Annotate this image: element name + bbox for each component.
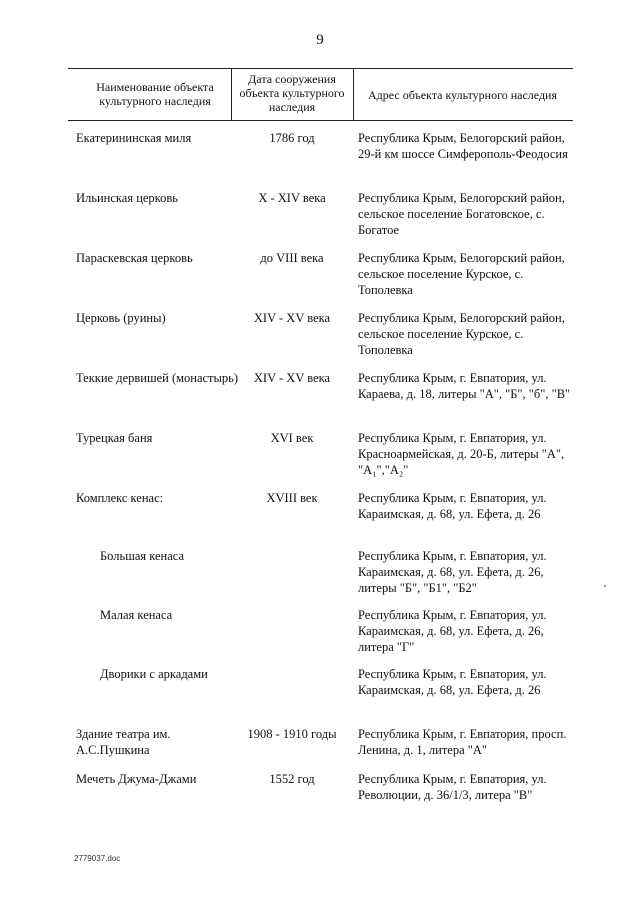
object-name: Большая кенаса (100, 549, 185, 563)
object-address: Республика Крым, г. Евпатория, просп. Ленина, д. 1, литера "А" (358, 727, 567, 757)
object-name: Дворики с аркадами (100, 667, 208, 681)
object-name: Церковь (руины) (76, 311, 166, 325)
object-date: XVIII век (266, 491, 318, 505)
header-address: Адрес объекта культурного наследия (368, 88, 557, 102)
table-header-rule (68, 120, 573, 121)
object-address: Республика Крым, Белогорский район, 29-й км шоссе Симферополь-Феодосия (358, 131, 568, 161)
object-name: Комплекс кенас: (76, 491, 164, 505)
object-address: Республика Крым, г. Евпатория, ул. Караимская, д. 68, ул. Ефета, д. 26 (358, 667, 547, 697)
object-date: 1786 год (269, 131, 315, 145)
object-date: 1552 год (269, 772, 315, 786)
object-name: Здание театра им. А.С.Пушкина (76, 727, 171, 757)
file-footer: 2779037.doc (74, 854, 121, 863)
object-name: Теккие дервишей (монастырь) (76, 371, 239, 385)
column-divider (353, 68, 354, 120)
object-address: Республика Крым, г. Евпатория, ул. Караимская, д. 68, ул. Ефета, д. 26, литеры "Б", "Б1", "Б2" (358, 549, 547, 595)
object-address: Республика Крым, г. Евпатория, ул. Караимская, д. 68, ул. Ефета, д. 26 (358, 491, 547, 521)
object-address: Республика Крым, Белогорский район, сельское поселение Курское, с. Тополевка (358, 311, 565, 357)
header-name: Наименование объекта культурного наследия (96, 80, 214, 108)
object-name: Екатерининская миля (76, 131, 192, 145)
scan-speck (604, 585, 606, 587)
object-date: XVI век (270, 431, 314, 445)
object-address: Республика Крым, Белогорский район, сельское поселение Курское, с. Тополевка (358, 251, 565, 297)
object-name: Малая кенаса (100, 608, 173, 622)
object-name: Параскевская церковь (76, 251, 193, 265)
object-name: Турецкая баня (76, 431, 153, 445)
object-name: Мечеть Джума-Джами (76, 772, 197, 786)
object-name: Ильинская церковь (76, 191, 178, 205)
object-address: Республика Крым, г. Евпатория, ул. Караева, д. 18, литеры "А", "Б", "б", "В" (358, 371, 571, 401)
object-address: Республика Крым, г. Евпатория, ул. Караимская, д. 68, ул. Ефета, д. 26, литера "Г" (358, 608, 547, 654)
page-number: 9 (316, 32, 324, 48)
object-address: Республика Крым, Белогорский район, сельское поселение Богатовское, с. Богатое (358, 191, 565, 237)
object-date: XIV - XV века (253, 371, 331, 385)
object-address: Республика Крым, г. Евпатория, ул. Революции, д. 36/1/3, литера "В" (358, 772, 547, 802)
object-date: X - XIV века (258, 191, 326, 205)
object-date: 1908 - 1910 годы (247, 727, 337, 741)
header-date: Дата сооружения объекта культурного наследия (239, 72, 345, 114)
table-top-rule (68, 68, 573, 69)
object-date: XIV - XV века (253, 311, 331, 325)
object-date: до VIII века (260, 251, 324, 265)
object-address: Республика Крым, г. Евпатория, ул. Красноармейская, д. 20-Б, литеры "А", "А₁","А₂" (358, 431, 565, 477)
